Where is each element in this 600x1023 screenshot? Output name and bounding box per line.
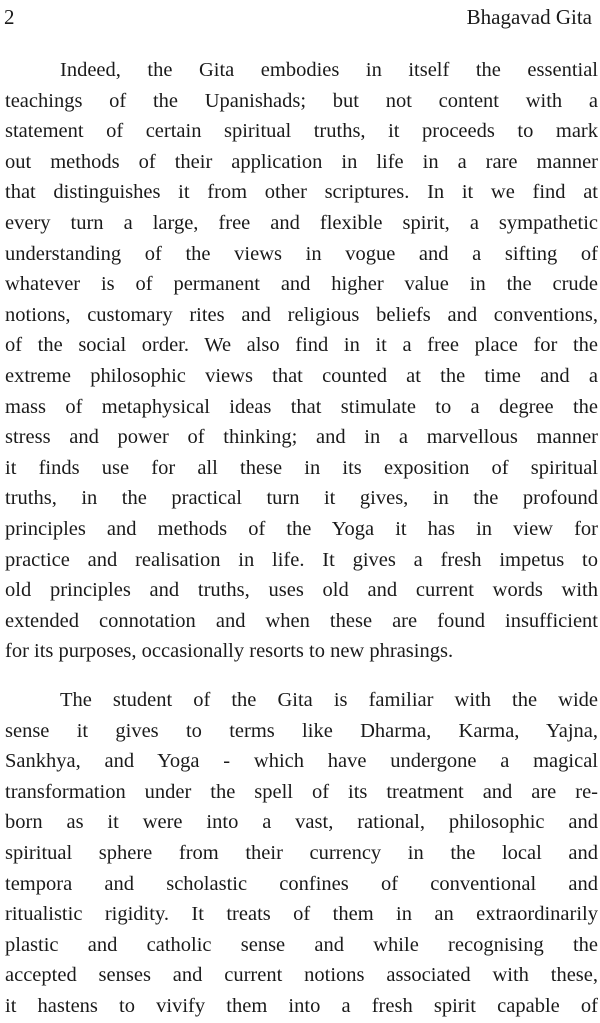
text-line: whatever is of permanent and higher value in the crude xyxy=(5,273,598,296)
text-line: transformation under the spell of its treatment and are re- xyxy=(5,780,598,803)
text-line: truths, in the practical turn it gives, in the profound xyxy=(5,487,598,510)
text-line: spiritual sphere from their currency in the local and xyxy=(5,841,598,864)
text-line: it finds use for all these in its exposition of spiritual xyxy=(5,456,598,479)
running-head xyxy=(4,2,592,32)
text-line: The student of the Gita is familiar with the wide xyxy=(60,689,598,711)
text-line: extreme philosophic views that counted at the time and a xyxy=(5,364,598,387)
text-line: Indeed, the Gita embodies in itself the essential xyxy=(60,59,598,81)
text-line: tempora and scholastic confines of conventional and xyxy=(5,872,598,895)
text-line: notions, customary rites and religious beliefs and conventions, xyxy=(5,303,598,326)
text-line: every turn a large, free and flexible spirit, a sympathetic xyxy=(5,211,598,234)
text-line: born as it were into a vast, rational, philosophic and xyxy=(5,811,598,834)
text-line: for its purposes, occasionally resorts to new phrasings. xyxy=(5,640,454,663)
text-line: that distinguishes it from other scriptures. In it we find at xyxy=(5,181,598,204)
text-line: of the social order. We also find in it a free place for the xyxy=(5,334,598,357)
paragraph-1 xyxy=(5,55,598,667)
text-line: stress and power of thinking; and in a marvellous manner xyxy=(5,426,598,449)
text-line: practice and realisation in life. It gives a fresh impetus to xyxy=(5,548,598,571)
text-line: out methods of their application in life in a rare manner xyxy=(5,150,598,173)
text-line: sense it gives to terms like Dharma, Karma, Yajna, xyxy=(5,719,598,742)
book-title: Bhagavad Gita xyxy=(466,5,592,29)
text-line: statement of certain spiritual truths, it proceeds to mark xyxy=(5,120,598,143)
text-line: old principles and truths, uses old and current words with xyxy=(5,579,598,602)
text-line: accepted senses and current notions associated with these, xyxy=(5,964,598,987)
text-line: understanding of the views in vogue and a sifting of xyxy=(5,242,598,265)
text-line: Sankhya, and Yoga - which have undergone a magical xyxy=(5,750,598,773)
text-line: teachings of the Upanishads; but not content with a xyxy=(5,89,598,112)
page-number: 2 xyxy=(4,5,15,29)
text-line: principles and methods of the Yoga it has in view for xyxy=(5,517,598,540)
text-line: plastic and catholic sense and while recognising the xyxy=(5,933,598,956)
paragraph-2 xyxy=(5,685,598,1022)
text-line: it hastens to vivify them into a fresh spirit capable of xyxy=(5,994,598,1017)
text-line: extended connotation and when these are found insufficient xyxy=(5,609,598,632)
text-line: mass of metaphysical ideas that stimulate to a degree the xyxy=(5,395,598,418)
text-line: ritualistic rigidity. It treats of them in an extraordinarily xyxy=(5,903,598,926)
